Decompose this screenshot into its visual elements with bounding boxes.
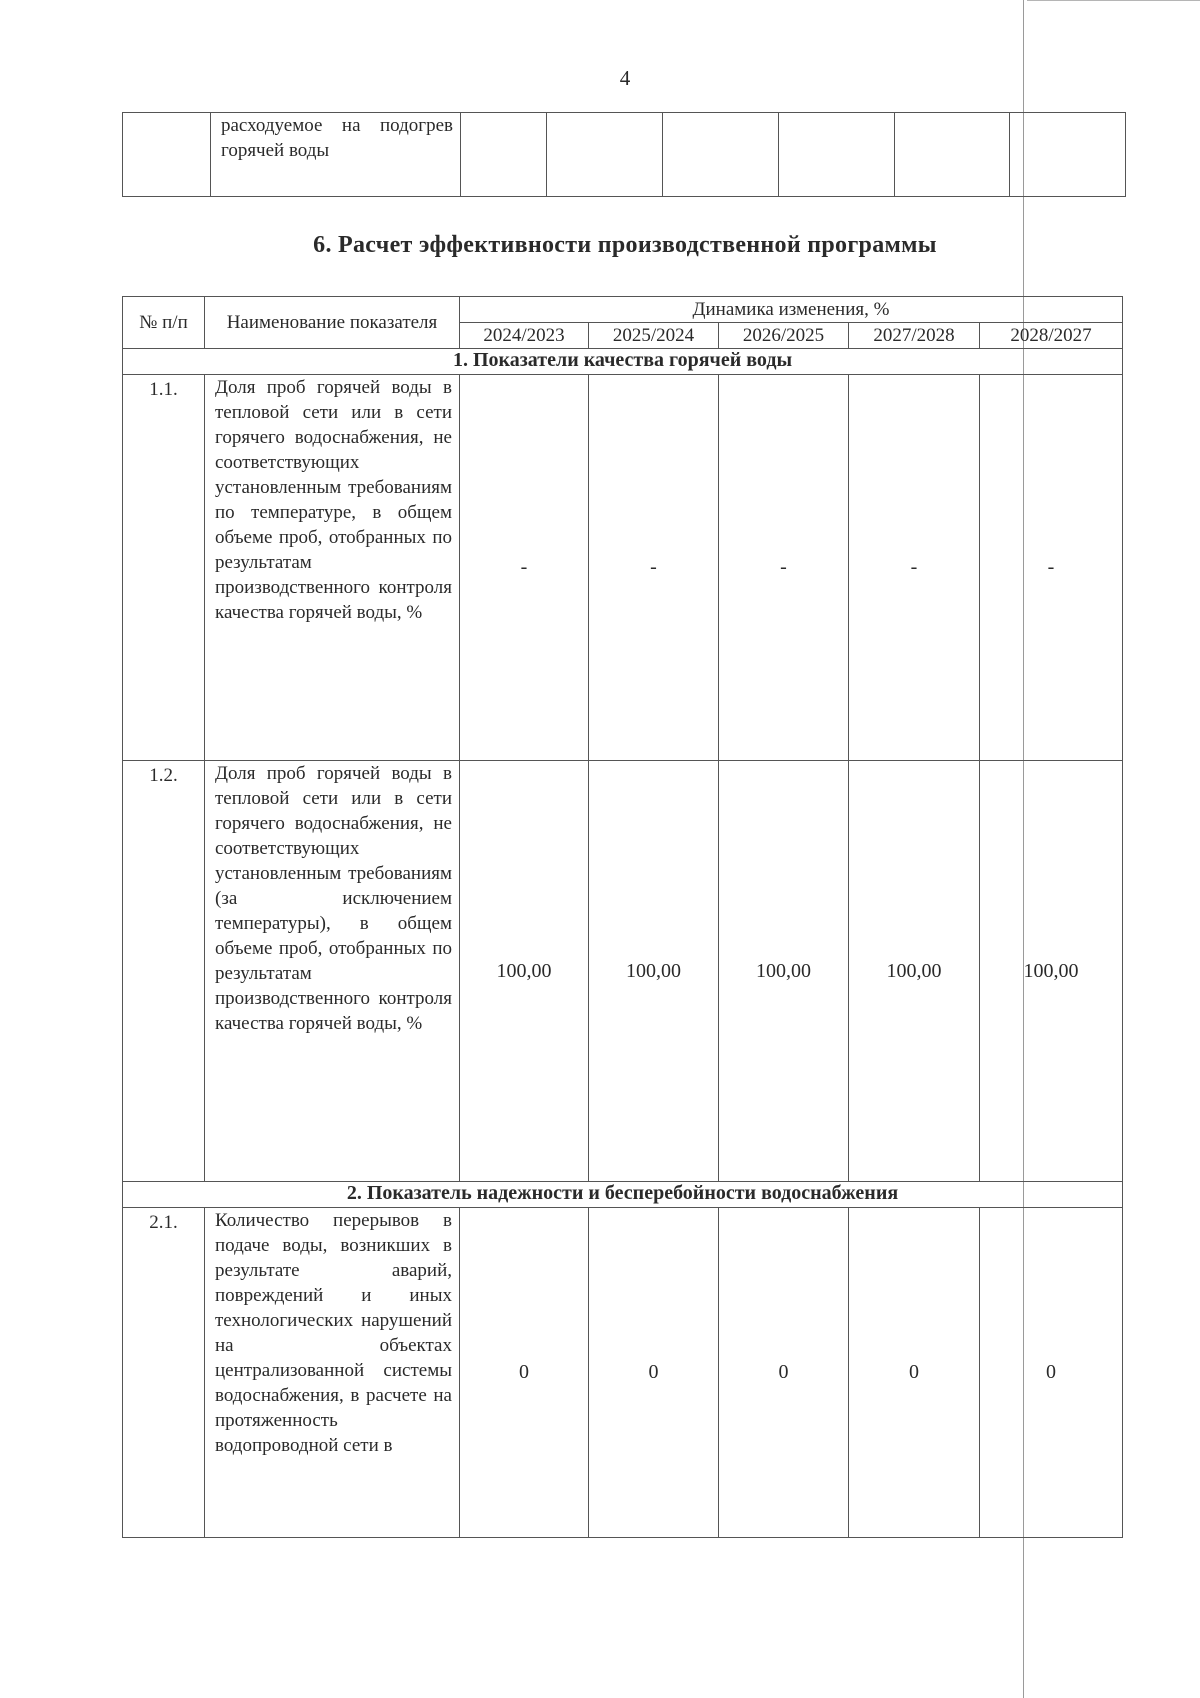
table-cell bbox=[895, 113, 1010, 197]
header-period: 2025/2024 bbox=[589, 323, 719, 349]
table-header-row bbox=[123, 297, 1123, 323]
header-period: 2027/2028 bbox=[849, 323, 980, 349]
group-title: 1. Показатели качества горячей воды bbox=[123, 349, 1123, 375]
group-header-row bbox=[123, 1182, 1123, 1208]
section-title: 6. Расчет эффективности производственной программы bbox=[313, 232, 937, 258]
header-period: 2024/2023 bbox=[460, 323, 589, 349]
indicator-name-cell: Доля проб горячей воды в тепловой сети или в сети горячего водоснабжения, не соответствующих установленным требованиям (за исключением температуры), в общем объеме проб, отобранных по результатам производственного контроля качества горячей воды, % bbox=[205, 761, 460, 1182]
value-cell: 100,00 bbox=[460, 761, 589, 1182]
row-num: 1.2. bbox=[123, 761, 205, 1182]
table-cell bbox=[1010, 113, 1126, 197]
value-cell: - bbox=[589, 375, 719, 761]
page-number: 4 bbox=[619, 66, 631, 90]
indicator-name-cell: расходуемое на подогрев горячей воды bbox=[211, 113, 461, 197]
previous-table-continuation bbox=[122, 112, 1126, 197]
header-period: 2026/2025 bbox=[719, 323, 849, 349]
value-cell: 100,00 bbox=[849, 761, 980, 1182]
value-cell: 0 bbox=[719, 1208, 849, 1538]
header-num: № п/п bbox=[123, 297, 205, 349]
scan-border-line-top bbox=[1027, 0, 1200, 1]
table-cell bbox=[779, 113, 895, 197]
table-row bbox=[123, 375, 1123, 761]
value-cell: 0 bbox=[849, 1208, 980, 1538]
row-num: 2.1. bbox=[123, 1208, 205, 1538]
value-cell: - bbox=[719, 375, 849, 761]
value-cell: - bbox=[980, 375, 1123, 761]
value-cell: 0 bbox=[980, 1208, 1123, 1538]
header-period: 2028/2027 bbox=[980, 323, 1123, 349]
group-header-row bbox=[123, 349, 1123, 375]
header-dynamics: Динамика изменения, % bbox=[460, 297, 1123, 323]
table-cell bbox=[123, 113, 211, 197]
table-cell bbox=[461, 113, 547, 197]
value-cell: 100,00 bbox=[589, 761, 719, 1182]
value-cell: - bbox=[460, 375, 589, 761]
value-cell: - bbox=[849, 375, 980, 761]
table-row bbox=[123, 1208, 1123, 1538]
value-cell: 0 bbox=[589, 1208, 719, 1538]
table-row bbox=[123, 113, 1126, 197]
value-cell: 0 bbox=[460, 1208, 589, 1538]
efficiency-table bbox=[122, 296, 1123, 1538]
table-row bbox=[123, 761, 1123, 1182]
table-cell bbox=[547, 113, 663, 197]
indicator-name-cell: Доля проб горячей воды в тепловой сети или в сети горячего водоснабжения, не соответствующих установленным требованиям по температуре, в общем объеме проб, отобранных по результатам производственного контроля качества горячей воды, % bbox=[205, 375, 460, 761]
header-name: Наименование показателя bbox=[205, 297, 460, 349]
row-num: 1.1. bbox=[123, 375, 205, 761]
group-title: 2. Показатель надежности и бесперебойности водоснабжения bbox=[123, 1182, 1123, 1208]
value-cell: 100,00 bbox=[980, 761, 1123, 1182]
table-cell bbox=[663, 113, 779, 197]
indicator-name-cell: Количество перерывов в подаче воды, возникших в результате аварий, повреждений и иных технологических нарушений на объектах централизованной системы водоснабжения, в расчете на протяженность водопроводной сети в bbox=[205, 1208, 460, 1538]
value-cell: 100,00 bbox=[719, 761, 849, 1182]
